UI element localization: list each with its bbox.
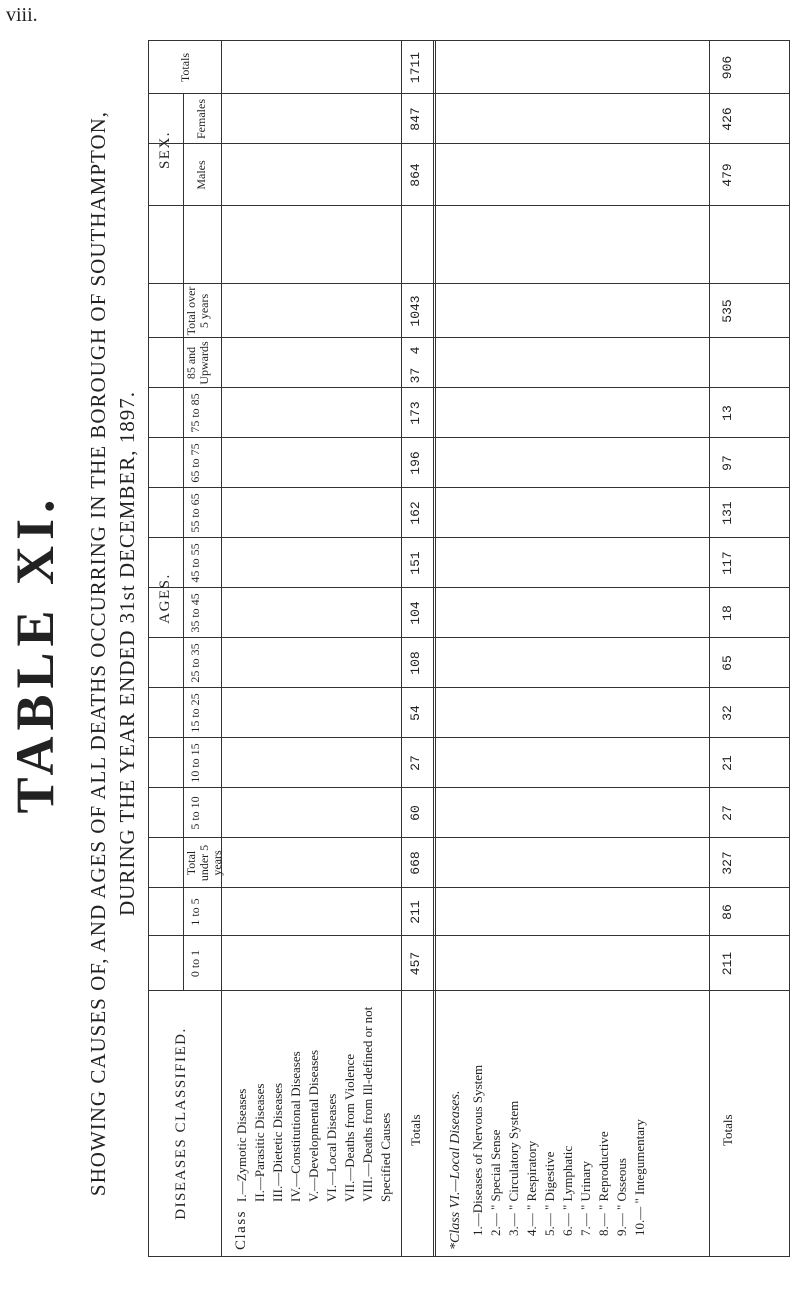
col-header: 0 to 1 [188, 949, 202, 978]
sex-header: SEX. [157, 130, 173, 170]
total-cell: 173 [408, 401, 423, 425]
col-header: 65 to 75 [188, 443, 202, 483]
total-cell: 104 [408, 601, 423, 625]
col-header: Total under 5 years [184, 844, 224, 882]
diseases-header: DISEASES CLASSIFIED. [173, 1027, 189, 1220]
total-cell: 864 [408, 163, 423, 187]
col-header: Totals [178, 52, 192, 83]
col-header: Females [194, 99, 208, 139]
col-header: 85 and Upwards [184, 341, 211, 385]
local-totals-row-label: Totals [720, 1114, 735, 1146]
row-label: VI.—Local Diseases [324, 1093, 339, 1202]
total-cell: 668 [408, 851, 423, 875]
statistics-table [148, 40, 790, 1257]
ages-header: AGES. [157, 573, 173, 624]
col-header: Total over 5 years [184, 286, 211, 336]
row-label: I.—Zymotic Diseases [234, 1088, 249, 1202]
total-cell: 27 [408, 755, 423, 771]
row-label: VIII.—Deaths from Ill-defined or not Specified Causes [360, 1006, 393, 1202]
col-header: 55 to 65 [188, 493, 202, 533]
local-total-cell: 86 [720, 904, 735, 920]
total-cell: 4 [408, 346, 423, 355]
row-label: II.—Parasitic Diseases [252, 1083, 267, 1202]
page-number: viii. [6, 4, 38, 26]
local-total-cell: 13 [720, 405, 735, 421]
total-cell: 37 [408, 367, 423, 384]
local-total-cell: 117 [720, 551, 735, 575]
row-label: VII.—Deaths from Violence [342, 1053, 357, 1202]
total-cell: 151 [408, 551, 423, 575]
local-total-cell: 906 [720, 55, 735, 80]
row-label: 4.— " Respiratory [524, 1140, 539, 1236]
class-label: Class [233, 1209, 249, 1250]
total-cell: 211 [408, 900, 423, 924]
local-total-cell: 131 [720, 501, 735, 525]
table-title: TABLE XI. [5, 493, 65, 814]
col-header: 10 to 15 [188, 743, 202, 783]
row-label: 3.— " Circulatory System [506, 1100, 521, 1236]
local-total-cell: 27 [720, 805, 735, 821]
total-cell: 1043 [408, 295, 423, 327]
local-diseases-header: *Class VI.—Local Diseases. [448, 1090, 463, 1250]
total-cell: 162 [408, 501, 423, 525]
local-total-cell: 535 [720, 299, 735, 323]
col-header: 75 to 85 [188, 393, 202, 433]
col-header: 15 to 25 [188, 693, 202, 733]
col-header: 25 to 35 [188, 643, 202, 683]
row-label: 10.— " Integumentary [632, 1119, 647, 1236]
local-total-cell: 426 [720, 107, 735, 131]
table-subtitle-line1: SHOWING CAUSES OF, AND AGES OF ALL DEATHS OCCURRING IN THE BOROUGH OF SOUTHAMPTON, [86, 110, 110, 1197]
row-label: 7.— " Urinary [578, 1161, 593, 1236]
total-cell: 1711 [408, 51, 423, 84]
local-total-cell: 32 [720, 705, 735, 721]
row-label: 6.— " Lymphatic [560, 1145, 575, 1236]
local-total-cell: 18 [720, 605, 735, 621]
col-header: 45 to 55 [188, 543, 202, 583]
row-label: 1.—Diseases of Nervous System [470, 1064, 485, 1236]
local-total-cell: 327 [720, 851, 735, 875]
total-cell: 54 [408, 705, 423, 721]
row-label: 9.— " Osseous [614, 1158, 629, 1236]
col-header: 1 to 5 [188, 898, 202, 926]
local-total-cell: 65 [720, 655, 735, 671]
total-cell: 108 [408, 651, 423, 675]
row-label: 8.— " Reproductive [596, 1131, 611, 1236]
col-header: 5 to 10 [188, 796, 202, 830]
total-cell: 196 [408, 451, 423, 475]
local-total-cell: 21 [720, 755, 735, 771]
col-header: Males [194, 160, 208, 190]
local-total-cell: 97 [720, 455, 735, 471]
total-cell: 457 [408, 951, 423, 976]
total-cell: 60 [408, 805, 423, 821]
row-label: III.—Dietetic Diseases [270, 1082, 285, 1202]
row-label: 2.— " Special Sense [488, 1129, 503, 1236]
table-subtitle-line2: DURING THE YEAR ENDED 31st DECEMBER, 1897. [115, 391, 139, 916]
totals-row-label: Totals [408, 1114, 423, 1146]
row-label: V.—Developmental Diseases [306, 1049, 321, 1202]
local-total-cell: 211 [720, 951, 735, 976]
col-header: 35 to 45 [188, 593, 202, 633]
row-label: IV.—Constitutional Diseases [288, 1051, 303, 1202]
row-label: 5.— " Digestive [542, 1151, 557, 1236]
local-total-cell: 479 [720, 163, 735, 187]
total-cell: 847 [408, 107, 423, 131]
